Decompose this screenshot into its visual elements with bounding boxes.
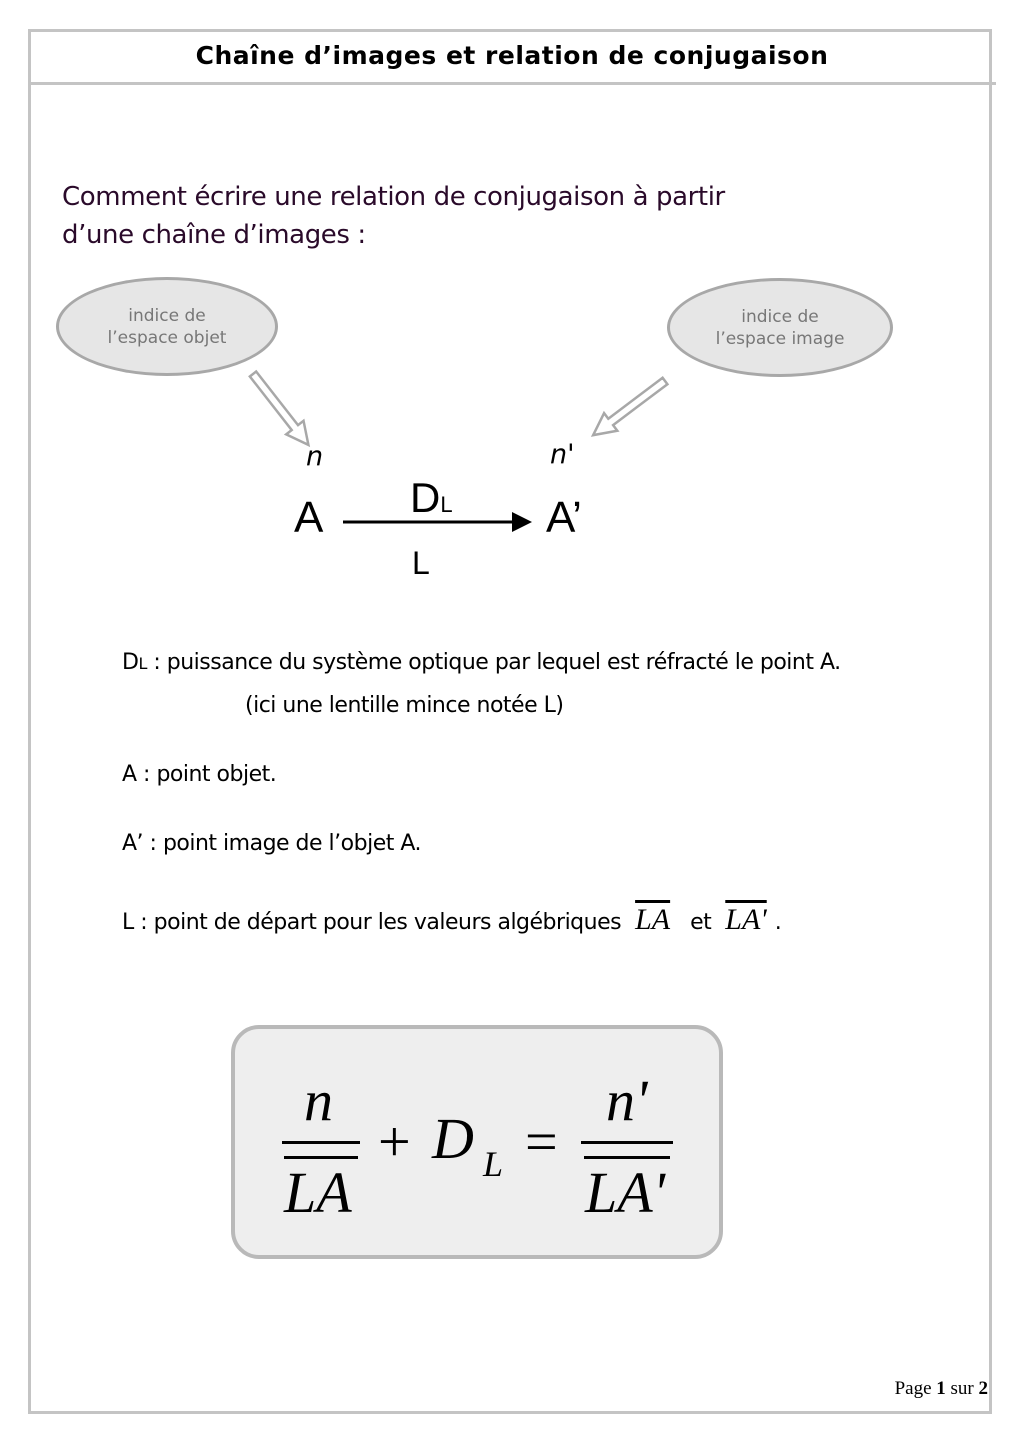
footer-total-pages: 2 [978, 1378, 988, 1399]
formula-den-left: LA [284, 1160, 352, 1225]
question-line-1: Comment écrire une relation de conjugaison à partir [62, 182, 725, 212]
index-n-prime-label: n' [550, 439, 575, 470]
bubble-object-line-1: indice de [128, 305, 206, 326]
vector-LA: $\overline{LA}$ [635, 903, 671, 936]
formula-D: D [432, 1106, 474, 1171]
page-number [895, 1378, 988, 1400]
definition-L [122, 903, 781, 937]
formula-plus: + [378, 1109, 411, 1174]
formula-den-right: LA' [585, 1160, 666, 1225]
point-A-label: A [294, 493, 324, 542]
power-DL-label [410, 474, 453, 522]
formula-equals: = [525, 1109, 558, 1174]
formula-num-left: n [304, 1068, 333, 1133]
page-title: Chaîne d’images et relation de conjugaison [195, 41, 829, 70]
power-D: D [410, 474, 441, 521]
definition-A: A : point objet. [122, 762, 277, 787]
footer-current-page: 1 [936, 1378, 946, 1399]
footer-middle: sur [950, 1378, 974, 1399]
def-dl-symbol: D [122, 650, 139, 675]
bubble-image-line-1: indice de [741, 306, 819, 327]
bubble-object-line-2: l’espace objet [107, 327, 227, 348]
definition-DL [122, 650, 841, 675]
definition-DL-note: (ici une lentille mince notée L) [245, 693, 564, 718]
def-l-text: L : point de départ pour les valeurs algébriques [122, 910, 622, 935]
lens-L-label: L [412, 545, 430, 581]
arrow-object-to-n-icon [244, 367, 317, 451]
bubble-image-line-2: l’espace image [715, 328, 845, 349]
formula-num-right: n' [606, 1068, 648, 1133]
formula-D-sub: L [483, 1144, 504, 1184]
def-et: et [690, 910, 712, 935]
footer-prefix: Page [894, 1378, 932, 1399]
vector-LA-prime: LA' [725, 903, 767, 936]
point-A-prime-label: A’ [546, 493, 582, 542]
def-dl-text: : puissance du système optique par lequel est réfracté le point A. [146, 650, 841, 675]
formula-fraction-bar-right [581, 1141, 673, 1144]
question-line-2: d’une chaîne d’images : [62, 220, 366, 250]
def-period: . [774, 910, 782, 935]
def-dl-sub: L [138, 654, 147, 673]
definition-A-prime: A’ : point image de l’objet A. [122, 831, 422, 856]
index-n-label: n [306, 441, 324, 472]
power-sub-L: L [440, 492, 453, 517]
formula-fraction-bar-left [282, 1141, 360, 1144]
arrow-image-to-nprime-icon [587, 372, 672, 444]
